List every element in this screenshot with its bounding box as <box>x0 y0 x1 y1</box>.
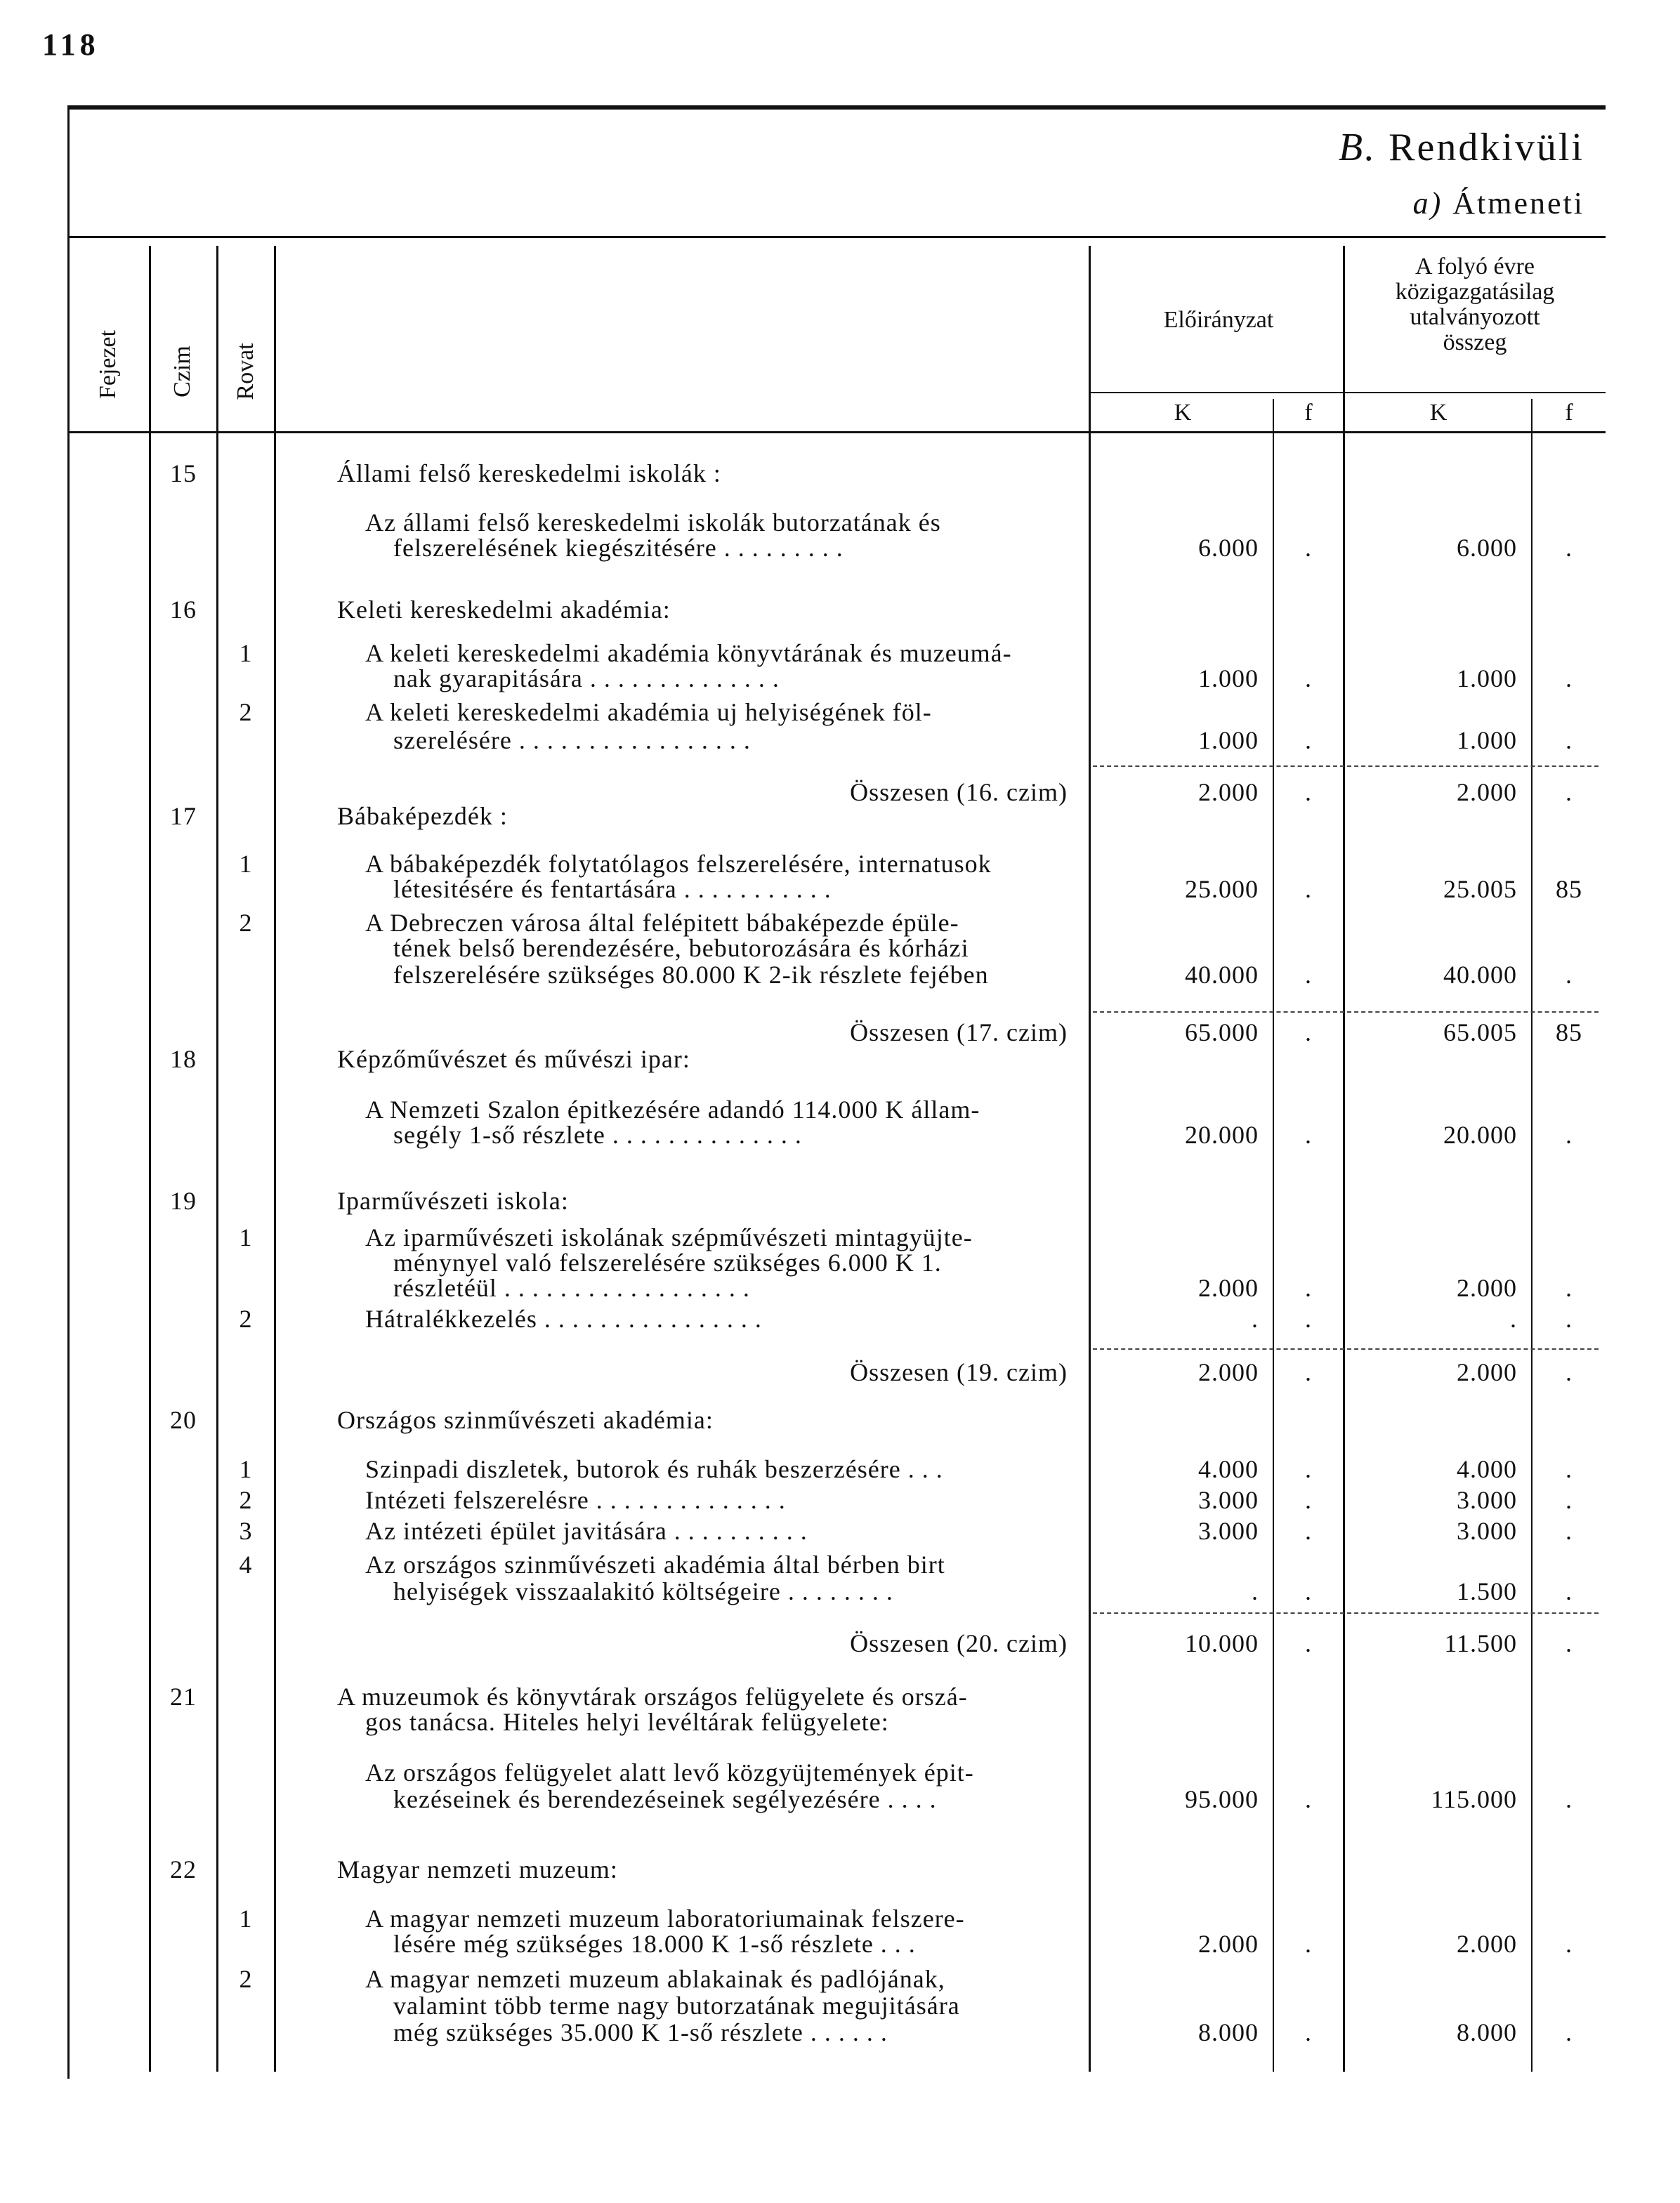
eloiranyzat-k: 1.000 <box>1198 726 1259 754</box>
header-k2: K <box>1429 400 1448 426</box>
utalvanyozott-k: 115.000 <box>1431 1785 1517 1813</box>
eloiranyzat-f: . <box>1305 1358 1312 1386</box>
item-text: Az iparművészeti iskolának szépművészeti mintagyüjte- <box>365 1223 973 1251</box>
eloiranyzat-k: 2.000 <box>1198 778 1259 806</box>
utalvanyozott-k: 2.000 <box>1457 1358 1517 1386</box>
utalvanyozott-f: . <box>1566 1358 1573 1386</box>
eloiranyzat-k: 2.000 <box>1198 1930 1259 1958</box>
eloiranyzat-k: 40.000 <box>1185 961 1259 989</box>
eloiranyzat-f: . <box>1305 1305 1312 1333</box>
utalvanyozott-f: 85 <box>1556 875 1582 903</box>
eloiranyzat-k: 95.000 <box>1185 1785 1259 1813</box>
utalvanyozott-k: 3.000 <box>1457 1486 1517 1514</box>
item-text: még szükséges 35.000 K 1-ső részlete . . . . . . <box>393 2018 888 2046</box>
section-item-title: Magyar nemzeti muzeum: <box>337 1855 618 1883</box>
czim-number: 17 <box>170 802 197 830</box>
rovat-number: 1 <box>239 1223 253 1251</box>
utalvanyozott-f: . <box>1566 1930 1573 1958</box>
czim-number: 16 <box>170 596 197 624</box>
top-rule <box>67 105 1606 110</box>
item-text: segély 1-ső részlete . . . . . . . . . . . . . . <box>393 1121 802 1149</box>
utalvanyozott-f: . <box>1566 1517 1573 1545</box>
header-utalvanyozott-line3: utalványozott <box>1410 304 1540 330</box>
total-label: Összesen (17. czim) <box>850 1018 1068 1046</box>
item-text: szerelésére . . . . . . . . . . . . . . . . . <box>393 726 751 754</box>
section-letter: B. <box>1338 126 1377 169</box>
utalvanyozott-k: 1.000 <box>1457 664 1517 692</box>
header-czim: Czim <box>169 346 195 397</box>
rovat-number: 2 <box>239 1965 253 1993</box>
subsection-title <box>1413 185 1584 221</box>
eloiranyzat-f: . <box>1305 1629 1312 1657</box>
section-item-title: Keleti kereskedelmi akadémia: <box>337 596 671 624</box>
utalvanyozott-k: 11.500 <box>1444 1629 1517 1657</box>
eloiranyzat-f: . <box>1305 875 1312 903</box>
utalvanyozott-k: 1.500 <box>1457 1577 1517 1605</box>
eloiranyzat-k: 1.000 <box>1198 664 1259 692</box>
eloiranyzat-k: 4.000 <box>1198 1455 1259 1483</box>
eloiranyzat-f: . <box>1305 1486 1312 1514</box>
eloiranyzat-f: . <box>1305 1455 1312 1483</box>
eloiranyzat-k: 3.000 <box>1198 1486 1259 1514</box>
section-title <box>1339 125 1584 170</box>
eloiranyzat-f: . <box>1305 1785 1312 1813</box>
header-rule <box>67 236 1606 238</box>
utalvanyozott-f: . <box>1566 1486 1573 1514</box>
utalvanyozott-f: . <box>1566 1305 1573 1333</box>
utalvanyozott-f: . <box>1566 961 1573 989</box>
item-text: Az intézeti épület javitására . . . . . . . . . . <box>365 1517 808 1545</box>
utalvanyozott-f: . <box>1566 726 1573 754</box>
utalvanyozott-k: 40.000 <box>1443 961 1517 989</box>
utalvanyozott-f: . <box>1566 778 1573 806</box>
utalvanyozott-f: . <box>1566 664 1573 692</box>
item-text: A magyar nemzeti muzeum ablakainak és padlójának, <box>365 1965 945 1993</box>
subsection-letter: a) <box>1412 186 1443 221</box>
item-text: A Debreczen városa által felépitett bábaképezde épüle- <box>365 909 959 937</box>
header-utalvanyozott-line2: közigazgatásilag <box>1395 279 1555 305</box>
utalvanyozott-f: . <box>1566 1121 1573 1149</box>
item-text: A Nemzeti Szalon épitkezésére adandó 114.000 K állam- <box>365 1096 980 1124</box>
utalvanyozott-k: 1.000 <box>1457 726 1517 754</box>
utalvanyozott-k: 2.000 <box>1457 778 1517 806</box>
eloiranyzat-f: . <box>1305 1930 1312 1958</box>
eloiranyzat-f: . <box>1305 2018 1312 2046</box>
item-text: A keleti kereskedelmi akadémia uj helyiségének föl- <box>365 698 932 726</box>
section-item-title: Képzőművészet és művészi ipar: <box>337 1045 690 1073</box>
section-item-title: Állami felső kereskedelmi iskolák : <box>337 459 721 487</box>
utalvanyozott-k: 20.000 <box>1443 1121 1517 1149</box>
subtotal-rule <box>1093 765 1599 767</box>
col-line-k1-f1 <box>1273 399 1274 2072</box>
total-label: Összesen (16. czim) <box>850 778 1068 806</box>
utalvanyozott-k: 6.000 <box>1457 534 1517 562</box>
item-text: Az országos felügyelet alatt levő közgyüjtemények épit- <box>365 1758 974 1787</box>
header-utalvanyozott <box>1346 254 1604 355</box>
utalvanyozott-f: 85 <box>1556 1018 1582 1046</box>
eloiranyzat-f: . <box>1305 1517 1312 1545</box>
rovat-number: 1 <box>239 1905 253 1933</box>
col-line-czim-rovat <box>216 246 218 2072</box>
item-text: A bábaképezdék folytatólagos felszerelésére, internatusok <box>365 850 992 878</box>
eloiranyzat-k: . <box>1252 1305 1259 1333</box>
eloiranyzat-k: 25.000 <box>1185 875 1259 903</box>
total-label: Összesen (20. czim) <box>850 1629 1068 1657</box>
item-text: tének belső berendezésére, bebutorozására és kórházi <box>393 934 969 962</box>
rovat-number: 2 <box>239 698 253 726</box>
total-label: Összesen (19. czim) <box>850 1358 1068 1386</box>
utalvanyozott-k: 3.000 <box>1457 1517 1517 1545</box>
czim-number: 22 <box>170 1855 197 1883</box>
eloiranyzat-f: . <box>1305 961 1312 989</box>
utalvanyozott-k: 4.000 <box>1457 1455 1517 1483</box>
utalvanyozott-f: . <box>1566 534 1573 562</box>
eloiranyzat-k: 20.000 <box>1185 1121 1259 1149</box>
rovat-number: 4 <box>239 1551 253 1579</box>
section-item-title: Iparművészeti iskola: <box>337 1187 569 1215</box>
eloiranyzat-f: . <box>1305 1274 1312 1302</box>
utalvanyozott-f: . <box>1566 1455 1573 1483</box>
col-line-f1-k2 <box>1343 246 1345 2072</box>
utalvanyozott-k: 25.005 <box>1443 875 1517 903</box>
utalvanyozott-f: . <box>1566 1629 1573 1657</box>
eloiranyzat-k: . <box>1252 1577 1259 1605</box>
item-text: részletéül . . . . . . . . . . . . . . . . . . <box>393 1274 750 1302</box>
header-f2: f <box>1565 400 1573 426</box>
eloiranyzat-k: 2.000 <box>1198 1358 1259 1386</box>
section-item-title: Bábaképezdék : <box>337 802 508 830</box>
item-text: A magyar nemzeti muzeum laboratoriumainak felszere- <box>365 1905 965 1933</box>
subsection-name: Átmeneti <box>1452 186 1584 221</box>
utalvanyozott-k: . <box>1510 1305 1517 1333</box>
eloiranyzat-k: 8.000 <box>1198 2018 1259 2046</box>
item-text: felszerelésére szükséges 80.000 K 2-ik részlete fejében <box>393 961 989 989</box>
rovat-number: 2 <box>239 909 253 937</box>
section-name: Rendkivüli <box>1389 126 1584 169</box>
col-line-fejezet-czim <box>149 246 151 2072</box>
rovat-number: 2 <box>239 1486 253 1514</box>
item-text: kezéseinek és berendezéseinek segélyezésére . . . . <box>393 1785 937 1813</box>
item-text: Intézeti felszerelésre . . . . . . . . . . . . . . <box>365 1486 786 1514</box>
item-text: Az országos szinművészeti akadémia által bérben birt <box>365 1551 945 1579</box>
subtotal-rule <box>1093 1348 1599 1350</box>
header-f1: f <box>1304 400 1313 426</box>
utalvanyozott-f: . <box>1566 1274 1573 1302</box>
left-border <box>67 105 70 2079</box>
czim-number: 15 <box>170 459 197 487</box>
item-text: lésére még szükséges 18.000 K 1-ső részlete . . . <box>393 1930 916 1958</box>
eloiranyzat-f: . <box>1305 726 1312 754</box>
rovat-number: 3 <box>239 1517 253 1545</box>
item-text: Szinpadi diszletek, butorok és ruhák beszerzésére . . . <box>365 1455 943 1483</box>
czim-number: 18 <box>170 1045 197 1073</box>
item-text: létesitésére és fentartására . . . . . . . . . . . <box>393 875 832 903</box>
utalvanyozott-f: . <box>1566 2018 1573 2046</box>
col-line-desc-k1 <box>1089 246 1091 2072</box>
item-text: Hátralékkezelés . . . . . . . . . . . . . . . . <box>365 1305 762 1333</box>
page-number: 118 <box>42 27 100 62</box>
rovat-number: 1 <box>239 1455 253 1483</box>
rovat-number: 1 <box>239 850 253 878</box>
utalvanyozott-k: 2.000 <box>1457 1274 1517 1302</box>
eloiranyzat-k: 6.000 <box>1198 534 1259 562</box>
column-header-bottom-rule <box>67 431 1606 433</box>
eloiranyzat-f: . <box>1305 1121 1312 1149</box>
utalvanyozott-f: . <box>1566 1577 1573 1605</box>
header-utalvanyozott-line4: összeg <box>1443 329 1507 355</box>
utalvanyozott-k: 65.005 <box>1443 1018 1517 1046</box>
subtotal-rule <box>1093 1011 1599 1013</box>
eloiranyzat-k: 10.000 <box>1185 1629 1259 1657</box>
col-line-rovat-desc <box>274 246 276 2072</box>
rovat-number: 2 <box>239 1305 253 1333</box>
eloiranyzat-k: 65.000 <box>1185 1018 1259 1046</box>
czim-number: 21 <box>170 1683 197 1711</box>
item-text: Az állami felső kereskedelmi iskolák butorzatának és <box>365 508 941 537</box>
eloiranyzat-f: . <box>1305 778 1312 806</box>
item-text: felszerelésének kiegészitésére . . . . . . . . . <box>393 534 844 562</box>
eloiranyzat-f: . <box>1305 534 1312 562</box>
eloiranyzat-k: 3.000 <box>1198 1517 1259 1545</box>
subtotal-rule <box>1093 1612 1599 1614</box>
item-text: valamint több terme nagy butorzatának megujitására <box>393 1992 960 2020</box>
header-eloiranyzat: Előirányzat <box>1163 307 1274 333</box>
item-text: gos tanácsa. Hiteles helyi levéltárak felügyelete: <box>365 1708 889 1736</box>
eloiranyzat-f: . <box>1305 1018 1312 1046</box>
eloiranyzat-f: . <box>1305 664 1312 692</box>
header-k1: K <box>1174 400 1192 426</box>
header-utalvanyozott-line1: A folyó évre <box>1415 254 1535 280</box>
col-line-k2-f2 <box>1531 399 1533 2072</box>
eloiranyzat-f: . <box>1305 1577 1312 1605</box>
eloiranyzat-k: 2.000 <box>1198 1274 1259 1302</box>
rovat-number: 1 <box>239 639 253 667</box>
kf-subheader-rule <box>1089 392 1606 393</box>
item-text: helyiségek visszaalakitó költségeire . . . . . . . . <box>393 1577 893 1605</box>
item-text: ménynyel való felszerelésére szükséges 6.000 K 1. <box>393 1249 942 1277</box>
item-text: A keleti kereskedelmi akadémia könyvtárának és muzeumá- <box>365 639 1012 667</box>
utalvanyozott-k: 8.000 <box>1457 2018 1517 2046</box>
section-item-title: A muzeumok és könyvtárak országos felügyelete és orszá- <box>337 1683 968 1711</box>
item-text: nak gyarapitására . . . . . . . . . . . . . . <box>393 664 780 692</box>
utalvanyozott-f: . <box>1566 1785 1573 1813</box>
section-item-title: Országos szinművészeti akadémia: <box>337 1406 714 1434</box>
header-fejezet: Fejezet <box>95 329 121 400</box>
utalvanyozott-k: 2.000 <box>1457 1930 1517 1958</box>
czim-number: 19 <box>170 1187 197 1215</box>
header-rovat: Rovat <box>232 343 258 400</box>
czim-number: 20 <box>170 1406 197 1434</box>
